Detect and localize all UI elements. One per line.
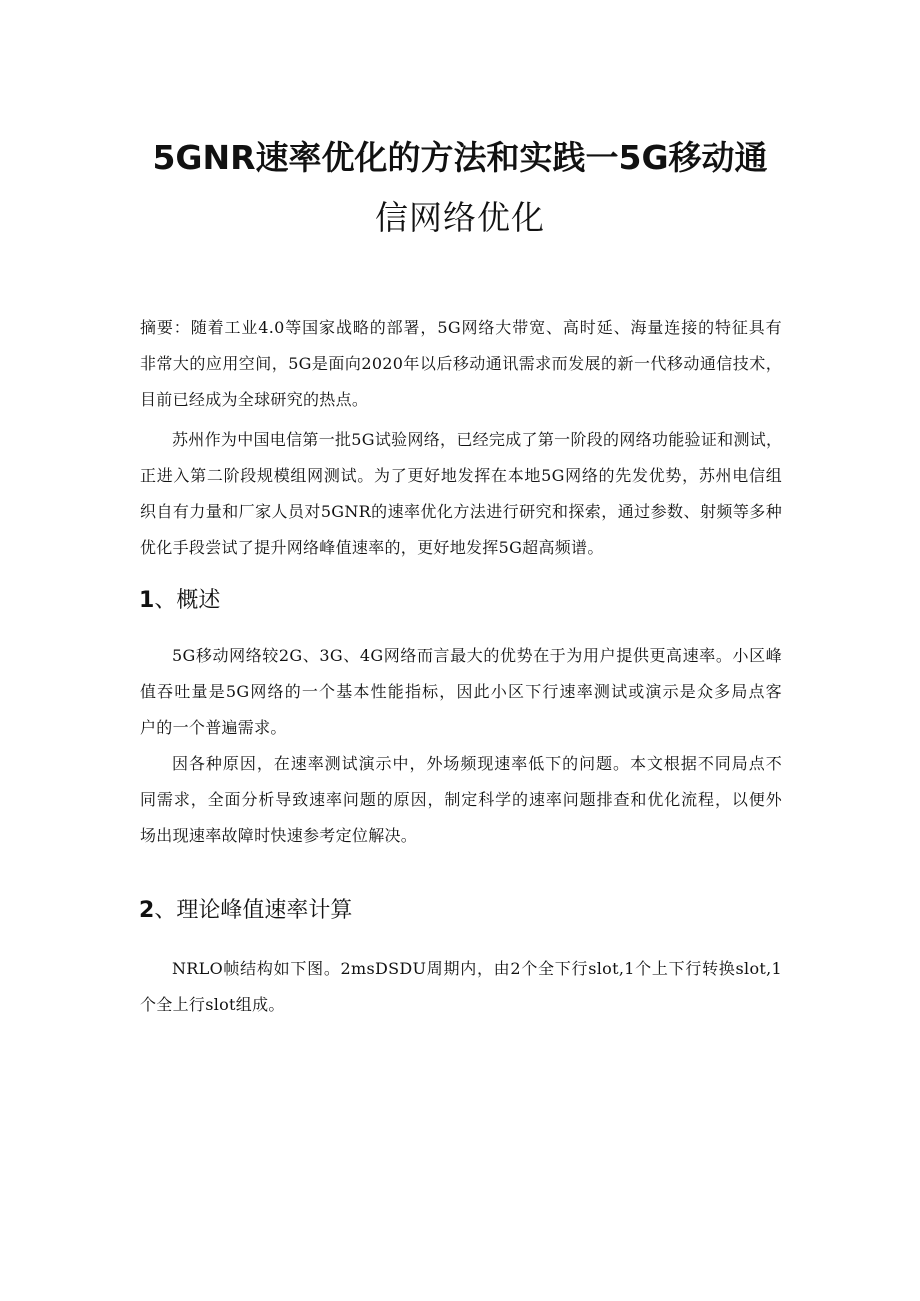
abstract-paragraph [140,310,782,418]
paragraph-line: 值吞吐量是5G网络的一个基本性能指标，因此小区下行速率测试或演示是众多局点客 [140,682,782,701]
overview-paragraph-2 [140,746,782,854]
paragraph-line: 正进入第二阶段规模组网测试。为了更好地发挥在本地5G网络的先发优势，苏州电信组 [140,466,782,485]
paragraph-line: NRLO帧结构如下图。2msDSDU周期内，由2个全下行slot,1个上下行转换slot,1 [172,959,782,978]
paragraph-line: 5G移动网络较2G、3G、4G网络而言最大的优势在于为用户提供更高速率。小区峰 [172,646,782,665]
suzhou-paragraph [140,422,782,566]
section-1-heading [139,586,220,616]
abstract-line: 目前已经成为全球研究的热点。 [140,390,369,409]
paragraph-line: 苏州作为中国电信第一批5G试验网络，已经完成了第一阶段的网络功能验证和测试， [172,430,782,449]
abstract-line: 非常大的应用空间，5G是面向2020年以后移动通讯需求而发展的新一代移动通信技术， [140,354,782,373]
abstract-line: 摘要：随着工业4.0等国家战略的部署，5G网络大带宽、高时延、海量连接的特征具有 [140,318,782,337]
section-1-title: 、概述 [154,588,221,613]
paragraph-line: 因各种原因，在速率测试演示中，外场频现速率低下的问题。本文根据不同局点不 [172,754,782,773]
paragraph-line: 织自有力量和厂家人员对5GNR的速率优化方法进行研究和探索，通过参数、射频等多种 [140,502,782,521]
document-title-line-1: 5GNR速率优化的方法和实践一5G移动通 [152,138,768,177]
overview-paragraph-1 [140,638,782,746]
paragraph-line: 同需求，全面分析导致速率问题的原因，制定科学的速率问题排查和优化流程，以便外 [140,790,782,809]
document-title-line-2: 信网络优化 [375,198,545,237]
section-2-heading [139,896,352,926]
paragraph-line: 户的一个普遍需求。 [140,718,287,737]
section-2-title: 、理论峰值速率计算 [154,898,353,923]
paragraph-line: 个全上行slot组成。 [140,995,285,1014]
paragraph-line: 优化手段尝试了提升网络峰值速率的，更好地发挥5G超高频谱。 [140,538,604,557]
section-2-number: 2 [139,898,155,923]
section-1-number: 1 [139,588,155,613]
paragraph-line: 场出现速率故障时快速参考定位解决。 [140,826,418,845]
theory-paragraph [140,951,782,1023]
